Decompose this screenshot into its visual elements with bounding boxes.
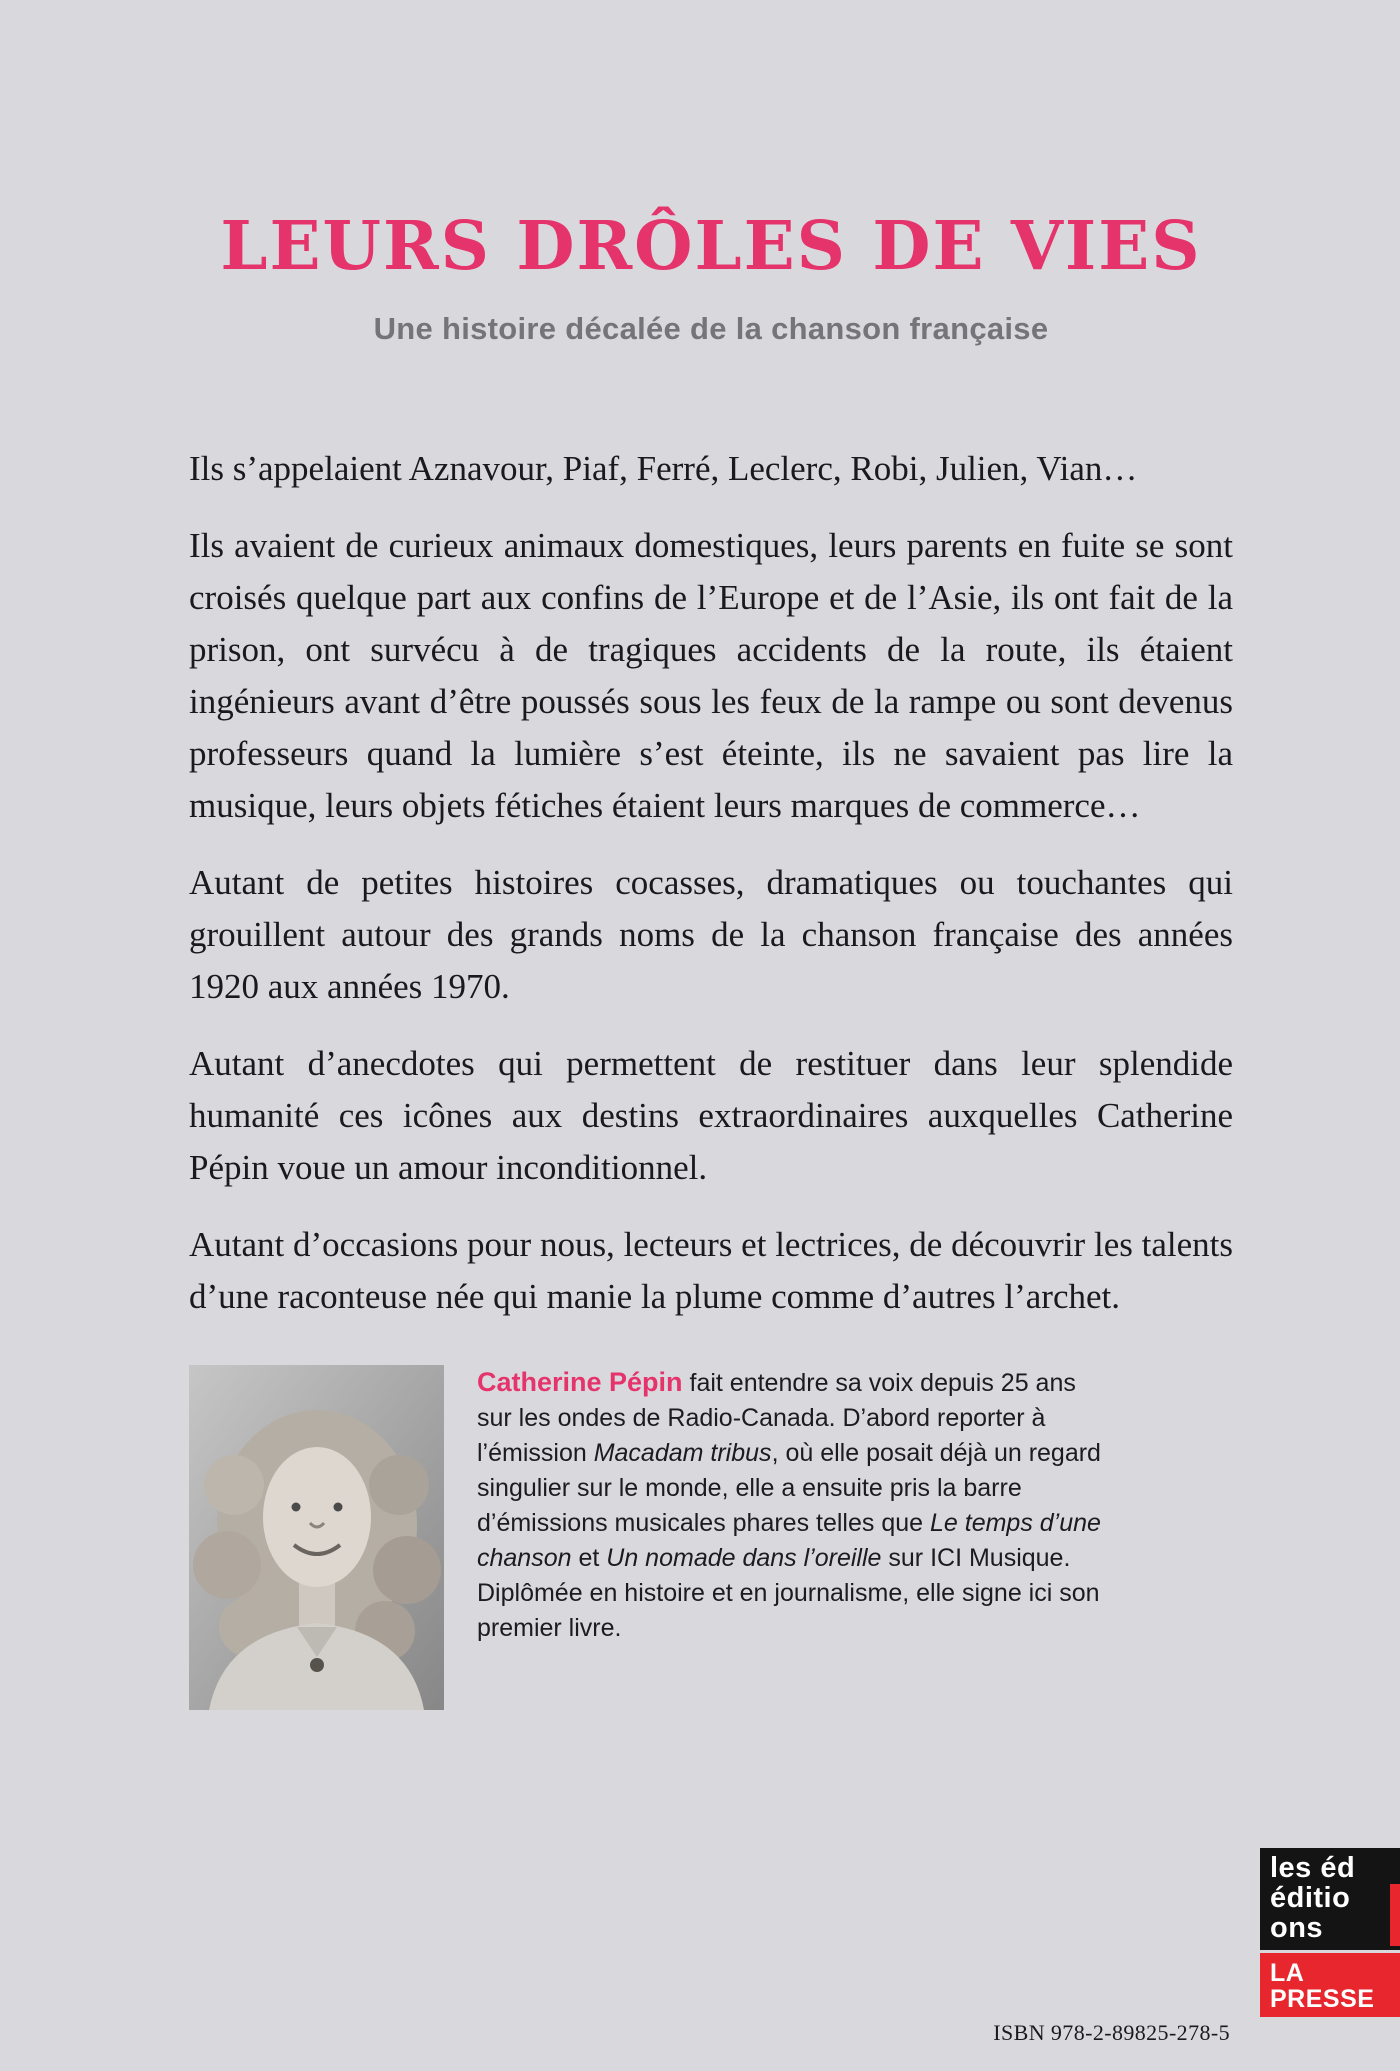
imprint-text-line: LA	[1270, 1959, 1305, 1987]
imprint-text-line: PRESSE	[1270, 1985, 1375, 2013]
publisher-logo	[1260, 1848, 1400, 2017]
author-photo	[189, 1365, 444, 1710]
blurb-paragraph: Autant d’occasions pour nous, lecteurs et lectrices, de découvrir les talents d’une raconteuse née qui manie la plume comme d’autres l’archet.	[189, 1225, 1233, 1316]
bio-text: , où elle posait déjà un regard singulier sur le monde, elle a ensuite pris la barre d’émissions musicales phares telles que	[477, 1439, 1101, 1537]
author-section	[189, 1365, 1233, 1710]
book-subtitle: Une histoire décalée de la chanson française	[373, 311, 1049, 346]
blurb-paragraph: Ils avaient de curieux animaux domestiques, leurs parents en fuite se sont croisés quelque part aux confins de l’Europe et de l’Asie, ils ont fait de la prison, ont survécu à de tragiques accidents de la route, ils étaient ingénieurs avant d’être poussés sous les feux de la rampe ou sont devenus professeurs quand la lumière s’est éteinte, ils ne savaient pas lire la musique, leurs objets fétiches étaient leurs marques de commerce…	[189, 526, 1233, 825]
bio-text: sur ICI Musique. Diplômée en histoire et en journalisme, elle signe ici son premier livre.	[477, 1544, 1100, 1642]
bio-text: fait entendre sa voix depuis 25 ans sur les ondes de Radio-Canada. D’abord reporter à l’émission	[477, 1369, 1076, 1467]
blurb-paragraph: Autant de petites histoires cocasses, dramatiques ou touchantes qui grouillent autour des grands noms de la chanson française des années 1920 aux années 1970.	[189, 863, 1233, 1006]
blurb-paragraph: Autant d’anecdotes qui permettent de restituer dans leur splendide humanité ces icônes aux destins extraordinaires auxquelles Catherine Pépin voue un amour inconditionnel.	[189, 1044, 1233, 1187]
author-portrait-placeholder	[189, 1365, 444, 1710]
blurb-paragraph-names: Ils s’appelaient Aznavour, Piaf, Ferré, Leclerc, Robi, Julien, Vian…	[189, 449, 1138, 488]
back-cover-blurb	[189, 443, 1233, 1323]
isbn: ISBN 978-2-89825-278-5	[993, 2020, 1230, 2045]
show-title-italic: Macadam tribus	[593, 1439, 772, 1467]
la-presse-logo	[1260, 1953, 1400, 2017]
bio-text: et	[571, 1544, 607, 1572]
logo-red-accent	[1390, 1884, 1400, 1946]
show-title-italic: Le temps d’une chanson	[477, 1509, 1101, 1572]
logo-text-line: les éd	[1270, 1852, 1356, 1884]
author-bio	[477, 1365, 1117, 1646]
book-title: LEURS DRÔLES DE VIES	[220, 206, 1202, 285]
les-editions-logo	[1260, 1848, 1400, 1950]
logo-text-line: ons	[1270, 1912, 1324, 1944]
author-name: Catherine Pépin	[477, 1367, 683, 1397]
logo-text-line: éditio	[1270, 1882, 1351, 1914]
show-title-italic: Un nomade dans l’oreille	[606, 1544, 882, 1572]
cover-header	[189, 0, 1233, 347]
